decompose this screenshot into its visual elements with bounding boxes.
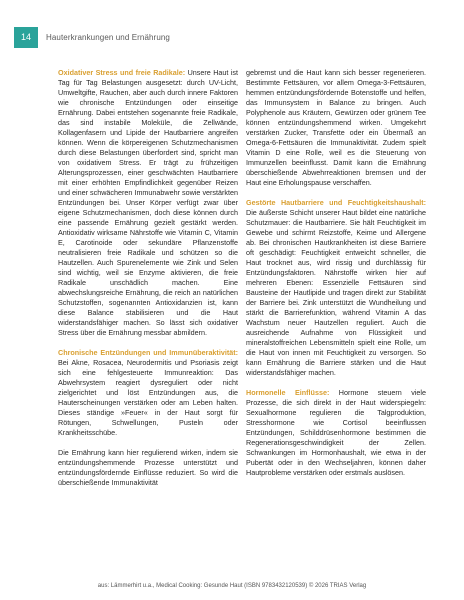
- heading-chronic-inflammation: Chronische Entzündungen und Immunüberaktivität:: [58, 348, 238, 357]
- heading-oxidative-stress: Oxidativer Stress und freie Radikale:: [58, 68, 186, 77]
- running-title: Hauterkrankungen und Ernährung: [46, 33, 170, 42]
- paragraph-immune-continuation: gebremst und die Haut kann sich besser regenerieren. Bestimmte Fettsäuren, vor allem Omega-3-Fettsäuren, hemmen entzündungsfördernde Botenstoffe und helfen, das Immunsystem in Balance zu bringen. Auch Polyphenole aus Kräutern, Gewürzen oder grünem Tee können entzündungshemmend wirken. Umgekehrt verstärken Zucker, Transfette oder ein Übermaß an Omega-6-Fettsäuren die Immunaktivität. Zudem spielt Vitamin D eine Rolle, weil es die Steuerung von Immunzellen beeinflusst. Damit kann die Ernährung überschießende Abwehrreaktionen bremsen und der Haut eine Erholungspause verschaffen.: [246, 68, 426, 187]
- body-chronic-inflammation: Bei Akne, Rosacea, Neurodermitis und Psoriasis zeigt sich eine fehlgesteuerte Immunreaktion: Das Abwehrsystem reagiert dysreguliert oder nicht zielgerichtet und löst Entzündungen aus, die Hauterscheinungen verstärken oder am Leben halten. Dieses ständige »Feuer« in der Haut sorgt für Rötungen, Schwellungen, Pusteln oder Krankheitsschübe.: [58, 358, 238, 437]
- heading-skin-barrier: Gestörte Hautbarriere und Feuchtigkeitshaushalt:: [246, 198, 426, 207]
- body-hormones: Hormone steuern viele Prozesse, die sich direkt in der Haut widerspiegeln: Sexualhormone regulieren die Talgproduktion, Stresshormone wie Cortisol beeinflussen Entzündungen, Schilddrüsenhormone bestimmen die Regenerationsgeschwindigkeit der Zellen. Schwankungen im Hormonhaushalt, wie etwa in der Pubertät oder in den Wechseljahren, können daher Hautprobleme verstärken oder erstmals auslösen.: [246, 388, 427, 477]
- heading-hormones: Hormonelle Einflüsse:: [246, 388, 330, 397]
- paragraph-nutrition-regulation: Die Ernährung kann hier regulierend wirken, indem sie entzündungshemmende Prozesse unterstützt und entzündungsfördernde Einflüsse reduziert. So wird die überschießende Immunaktivität: [58, 448, 238, 487]
- page-number: 14: [14, 27, 38, 48]
- paragraph-oxidative-stress: [58, 68, 238, 338]
- left-column: [58, 68, 238, 498]
- body-skin-barrier: Die äußerste Schicht unserer Haut bildet eine natürliche Schutzmauer: die Hautbarriere. Sie hält Feuchtigkeit im Gewebe und schirmt Reizstoffe, Keime und Allergene ab. Bei chronischen Hautkrankheiten ist diese Barriere oft geschädigt: Feuchtigkeit entweicht schneller, die Haut trocknet aus, wird rissig und durchlässig für Entzündungsfaktoren. Nährstoffe wirken hier auf mehreren Ebenen: Essenzielle Fettsäuren sind Bausteine der Hautlipide und tragen direkt zur Stabilität der Barriere bei. Zink unterstützt die Wundheilung und stärkt die Barrierefunktion, während Vitamin A das Wachstum neuer Hautzellen reguliert. Auch die ausreichende Aufnahme von Flüssigkeit und mineralstoffreichen Lebensmitteln spielt eine Rolle, um die Haut von innen mit Feuchtigkeit zu versorgen. So kann Ernährung die Barriere stärken und die Haut widerstandsfähiger machen.: [246, 208, 426, 377]
- footer-credit: aus: Lämmerhirt u.a., Medical Cooking: Gesunde Haut (ISBN 9783432120539) © 2026 TRIAS Verlag: [97, 583, 367, 589]
- body-oxidative-stress: Unsere Haut ist Tag für Tag Belastungen ausgesetzt: durch UV-Licht, Umweltgifte, Rauchen, aber auch durch innere Faktoren wie chronische Entzündungen oder einseitige Ernährung. Dabei entstehen sogenannte freie Radikale, das sind instabile Moleküle, die Zellwände, Kollagenfasern und Lipide der Hautbarriere angreifen können. Wenn die körpereigenen Schutzmechanismen durch diese Belastungen überfordert sind, spricht man von oxidativem Stress. Er trägt zu frühzeitigen Alterungsprozessen, einer geschwächten Hautbarriere mit einer erhöhten Empfindlichkeit gegenüber Reizen und einer schwächeren Immunabwehr sowie verstärkten Entzündungen bei. Unser Körper verfügt zwar über eigene Schutzmechanismen, doch diese können durch eine passende Ernährung gezielt gestärkt werden. Antioxidativ wirksame Nährstoffe wie Vitamin C, Vitamin E, Carotinoide oder sekundäre Pflanzenstoffe neutralisieren freie Radikale und schützen so die Hautzellen. Auch Spurenelemente wie Zink und Selen sind wichtig, weil sie Enzyme aktivieren, die freie Radikale unschädlich machen. Eine abwechslungsreiche Ernährung, die reich an natürlichen Schutzstoffen, sogenannten Antioxidanzien ist, kann diese Balance stabilisieren und die Haut widerstandsfähiger machen. So lässt sich oxidativer Stress über die Ernährung messbar abmildern.: [58, 68, 238, 337]
- paragraph-hormones: [246, 388, 426, 478]
- right-column: [246, 68, 426, 488]
- paragraph-chronic-inflammation: [58, 348, 238, 438]
- paragraph-skin-barrier: [246, 198, 426, 378]
